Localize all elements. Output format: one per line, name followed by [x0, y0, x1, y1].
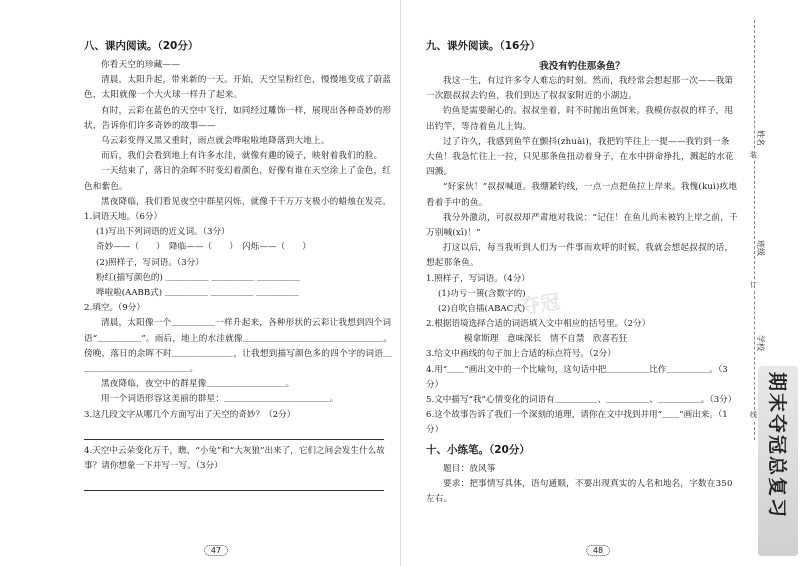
- composition-topic: 题目：放风筝: [443, 463, 496, 474]
- question-4: 4.天空中云朵变化万千，瞧，“小兔”和“大灰狼”出来了，它们之间会发生什么故事？请你想象一下并写一写。（3分）: [84, 445, 385, 472]
- question-1b: (2)照样子，写词语。（3分）: [96, 257, 204, 268]
- name-label: 姓名: [756, 130, 765, 146]
- left-column: [84, 38, 396, 495]
- passage-title: 我没有钓住那条鱼？: [539, 61, 625, 72]
- passage-paragraph: 有时，云彩在蓝色的天空中飞行，如同经过雕饰一样，展现出各种奇妙的形状，告诉你们许多奇妙的故事——: [84, 105, 392, 131]
- composition-requirements: 要求：把事情写具体，语句通顺，不要出现真实的人名和地名，字数在350左右。: [426, 478, 733, 505]
- section-9-heading: 九、课外阅读。（16分）: [426, 40, 541, 52]
- page-number: [196, 545, 236, 556]
- binding-strip: [736, 0, 800, 566]
- question-3: 3.这几段文字从哪几个方面写出了天空的奇妙？（2分）: [84, 409, 296, 420]
- passage-paragraph: 我分外激动，可叔叔却严肃地对我说：“记住！在鱼儿尚未被钓上岸之前，千万别喊(xī)！”: [426, 212, 738, 239]
- question-1a-items: 奇妙——（ ） 降临——（ ） 闪烁——（ ）: [96, 242, 311, 253]
- binding-char: 装: [750, 151, 757, 159]
- passage-paragraph: 打这以后，每当我听到人们为一件事而欢呼的时候，我就会想起叔叔的话，想起那条鱼。: [426, 243, 734, 269]
- question-2-text: 用一个词语形容这美丽的群星：＿＿＿＿＿＿＿＿＿＿＿＿。: [101, 394, 339, 405]
- binding-char: 订: [750, 281, 757, 289]
- example-label: 哗啦啦(AABB式): [96, 288, 163, 299]
- passage-paragraph: 而后，我们会看到地上有许多水洼，就像有趣的镜子，映射着我们的脸。: [101, 151, 383, 162]
- question-3: 3.给文中画线的句子加上合适的标点符号。（2分）: [426, 349, 616, 360]
- question-6: 6.这个故事告诉了我们一个深刻的道理，请你在文中找到并用“＿＿”画出来。（1分）: [426, 410, 728, 436]
- passage-paragraph: 清晨，太阳升起，带来新的一天。开始，天空呈粉红色，慢慢地变成了蔚蓝色，太阳就像一个大火球一样升了起来。: [84, 75, 392, 101]
- question-1: 1.照样子，写词语。（4分）: [426, 273, 530, 284]
- passage-paragraph: 钓鱼是需要耐心的。叔叔坐着，时不时抛出鱼饵来。我模仿叔叔的样子，甩出钓竿，等待着鱼儿上钩。: [426, 106, 734, 132]
- right-column: [426, 38, 738, 507]
- brand-banner: [758, 366, 798, 556]
- passage-paragraph: 你看天空的珍藏——: [101, 60, 181, 70]
- question-2: 2.根据语境选择合适的词语填入文中相应的括号里。（2分）: [426, 319, 651, 330]
- page-number-text: 47: [204, 545, 228, 556]
- answer-line[interactable]: [84, 474, 384, 491]
- question-1b-example-1: 粉红(描写颜色的) ＿＿＿＿＿ ＿＿＿＿＿ ＿＿＿＿＿: [96, 272, 300, 283]
- page-number-text: 48: [586, 545, 610, 556]
- binding-char: 线: [750, 411, 757, 419]
- section-8-heading: 八、课内阅读。（20分）: [84, 40, 199, 52]
- watermark: 夺冠: [518, 289, 562, 319]
- question-5: 5.文中描写“我”心情变化的词语有＿＿＿＿＿、＿＿＿＿＿、＿＿＿＿＿。（3分）: [426, 395, 737, 406]
- page-number: [578, 545, 618, 556]
- question-2: 2.填空。（9分）: [84, 303, 145, 314]
- word-choices: 模拿斯理 意味深长 情不自禁 欣喜若狂: [464, 334, 628, 345]
- example-label: 粉红(描写颜色的): [96, 272, 163, 283]
- passage-paragraph: 我这一生，有过许多令人难忘的时刻。然而，我经常会想起那一次——我第一次跟叔叔去钓鱼，我们到达了叔叔家附近的小湖边。: [426, 76, 734, 102]
- question-1a: (1)写出下列词语的近义词。（3分）: [96, 227, 230, 238]
- question-1b-example-2: 哗啦啦(AABB式) ＿＿＿＿＿ ＿＿＿＿＿ ＿＿＿＿＿: [96, 288, 300, 299]
- passage-paragraph: 乌云彩变得又黑又重时，雨点就会哗啦啦地降落到大地上。: [101, 136, 330, 147]
- passage-paragraph: 黑夜降临，我们看见夜空中群星闪烁，就像千千万万支极小的蜡烛在发亮。: [101, 196, 392, 207]
- passage-paragraph: 一天结束了，落日的余晖不时变幻着颜色，好像有谁在天空涂上了金色，红色和紫色。: [84, 166, 392, 192]
- question-1a: (1)功亏一篑(含数字的): [438, 288, 526, 299]
- brand-text: 期末夺冠总复习: [766, 372, 788, 520]
- question-2-text: 黑夜降临，夜空中的群星像＿＿＿＿＿＿＿＿＿。: [101, 379, 295, 390]
- cut-line: [754, 20, 755, 440]
- passage-paragraph: “好家伙！”叔叔喊道。我绷紧钓线，一点一点把鱼拉上岸来。我愧(kuì)疚地看着手中的鱼。: [426, 182, 738, 208]
- question-1: 1.词语天地。（6分）: [84, 212, 163, 223]
- passage-paragraph: 过了许久，我感到鱼竿在颤抖(zhuài)，我把钓竿往上一提——我钓到一条大鱼！我急忙往上一拉，只见那条鱼扭动着身子，在水中拼命挣扎，溅起的水花四溅。: [426, 136, 734, 178]
- section-10-heading: 十、小练笔。（20分）: [426, 443, 530, 456]
- answer-line[interactable]: [84, 423, 384, 440]
- question-4: 4.用“＿＿”画出文中的一个比喻句，这句话中把＿＿＿＿＿比作＿＿＿＿＿。（3分）: [426, 364, 728, 390]
- school-label: 学校: [756, 335, 765, 351]
- question-1b: (2)自吹自擂(ABAC式): [438, 304, 526, 315]
- question-2-text: 清晨，太阳像一个＿＿＿＿＿一样升起来，各种形状的云彩让我想到四个词语“＿＿＿＿＿”。雨后，地上的水洼就像＿＿＿＿＿＿＿＿＿＿＿＿＿＿＿＿。傍晚，落日的余晖不时＿＿＿＿＿＿＿，让我想到描写颜色多的四个字的词语＿＿＿＿＿＿＿＿＿＿＿＿＿。: [84, 318, 393, 375]
- class-label: 班级: [756, 240, 765, 256]
